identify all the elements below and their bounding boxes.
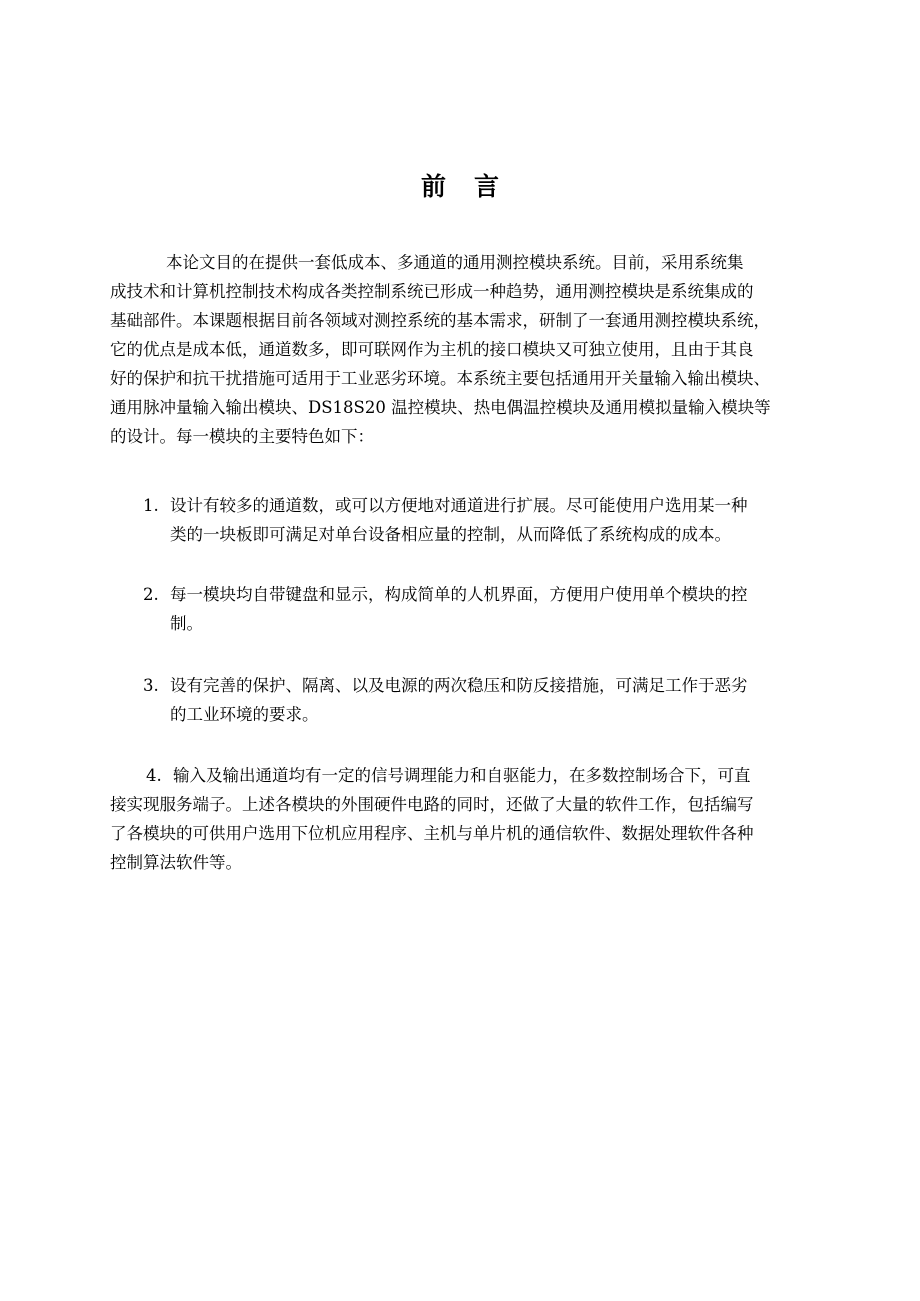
feature-number: 1.	[143, 496, 159, 515]
feature-line: 每一模块均自带键盘和显示，构成简单的人机界面，方便用户使用单个模块的控	[170, 585, 748, 604]
feature-number: 3.	[143, 676, 159, 695]
feature-line: 输入及输出通道均有一定的信号调理能力和自驱能力，在多数控制场合下，可直	[173, 766, 751, 785]
feature-line: 接实现服务端子。上述各模块的外围硬件电路的同时，还做了大量的软件工作，包括编写	[110, 795, 754, 814]
feature-item-3	[143, 671, 823, 729]
page-title: 前言	[420, 171, 527, 201]
feature-item-2	[143, 580, 823, 638]
feature-item-1	[143, 491, 823, 549]
intro-line: 通用脉冲量输入输出模块、DS18S20 温控模块、热电偶温控模块及通用模拟量输入模块等	[110, 398, 771, 417]
feature-line: 设计有较多的通道数，或可以方便地对通道进行扩展。尽可能使用户选用某一种	[170, 496, 748, 515]
feature-line: 控制算法软件等。	[110, 853, 242, 872]
feature-line: 了各模块的可供用户选用下位机应用程序、主机与单片机的通信软件、数据处理软件各种	[110, 824, 754, 843]
intro-line: 它的优点是成本低，通道数多，即可联网作为主机的接口模块又可独立使用，且由于其良	[110, 340, 754, 359]
intro-line: 的设计。每一模块的主要特色如下：	[110, 427, 374, 446]
intro-paragraph	[110, 248, 822, 451]
feature-item-4	[110, 761, 822, 877]
feature-line: 类的一块板即可满足对单台设备相应量的控制，从而降低了系统构成的成本。	[170, 525, 731, 544]
feature-line: 制。	[170, 614, 203, 633]
feature-number: 4.	[146, 766, 162, 785]
intro-line: 成技术和计算机控制技术构成各类控制系统已形成一种趋势，通用测控模块是系统集成的	[110, 282, 754, 301]
intro-line: 本论文目的在提供一套低成本、多通道的通用测控模块系统。目前，采用系统集	[166, 253, 744, 272]
feature-number: 2.	[143, 585, 159, 604]
feature-line: 的工业环境的要求。	[170, 705, 319, 724]
intro-line: 基础部件。本课题根据目前各领域对测控系统的基本需求，研制了一套通用测控模块系统，	[110, 311, 770, 330]
intro-line: 好的保护和抗干扰措施可适用于工业恶劣环境。本系统主要包括通用开关量输入输出模块、	[110, 369, 770, 388]
feature-line: 设有完善的保护、隔离、以及电源的两次稳压和防反接措施，可满足工作于恶劣	[170, 676, 748, 695]
